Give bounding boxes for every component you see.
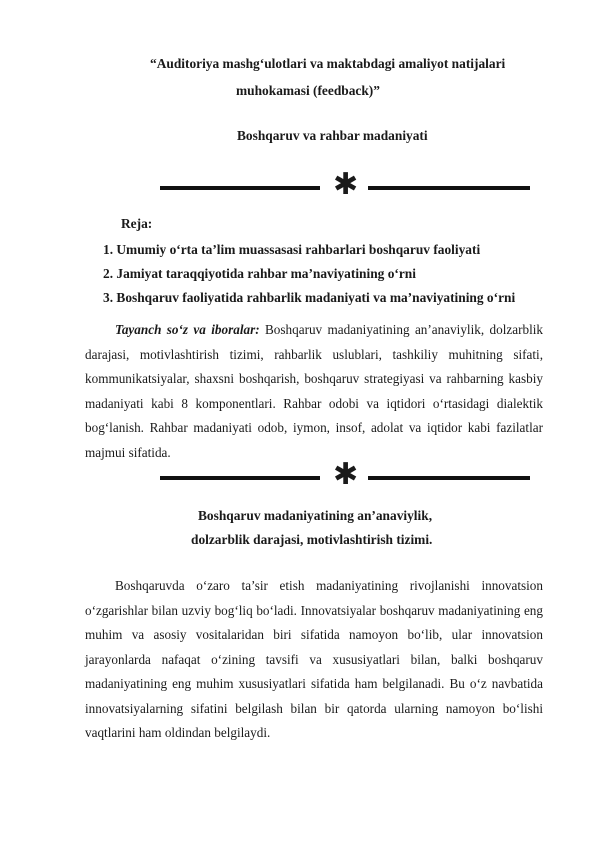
plan-item-3: 3. Boshqaruv faoliyatida rahbarlik madaniyati va ma’naviyatining o‘rni: [103, 290, 516, 305]
asterisk-icon: ✱: [333, 457, 359, 492]
keywords-paragraph: [85, 318, 543, 465]
divider-bar-right: [368, 476, 530, 480]
section-body-paragraph: [85, 574, 543, 746]
plan-item-2: 2. Jamiyat taraqqiyotida rahbar ma’naviyatining o‘rni: [103, 266, 416, 281]
title-line-1: “Auditoriya mashg‘ulotlari va maktabdagi amaliyot natijalari: [150, 56, 506, 71]
plan-item-1: 1. Umumiy o‘rta ta’lim muassasasi rahbarlari boshqaruv faoliyati: [103, 242, 481, 257]
section-heading-line-2: dolzarblik darajasi, motivlashtirish tizimi.: [191, 532, 433, 547]
title-line-2: muhokamasi (feedback)”: [236, 83, 380, 98]
divider-bar-left: [160, 186, 320, 190]
keywords-label: Tayanch so‘z va iboralar:: [115, 322, 260, 337]
keywords-text: Boshqaruv madaniyatining an’anaviylik, dolzarblik darajasi, motivlashtirish tizimi, rahbarlik uslublari, tashkiliy muhitning sifati, kommunikatsiyalar, shaxsni boshqarish, boshqaruv strategiyasi va rahbarning kasbiy madaniyati kabi 8 komponentlari. Rahbar odobi va iqtidori o‘rtasidagi dialektik bog‘lanish. Rahbar madaniyati odob, iymon, insof, adolat va iqtidor kabi fazilatlar majmui sifatida.: [85, 322, 543, 460]
asterisk-icon: ✱: [333, 167, 359, 202]
section-body-text: Boshqaruvda o‘zaro ta’sir etish madaniyatining rivojlanishi innovatsion o‘zgarishlar bilan uzviy bog‘liq bo‘ladi. Innovatsiyalar boshqaruv madaniyatining eng muhim va asosiy vositalaridan biri sifatida namoyon bo‘lib, ular innovatsion jarayonlarda nafaqat o‘zining tavsifi va xususiyatlari bilan, balki boshqaruv madaniyatining eng muhim xususiyatlari sifatida ham belgilanadi. Bu o‘z navbatida innovatsiyalarning sifatini belgilash bilan bir qatorda ularning namoyon bo‘lishi vaqtlarini ham oldindan belgilaydi.: [85, 578, 543, 740]
ornament-divider: [160, 167, 530, 202]
subtitle: Boshqaruv va rahbar madaniyati: [237, 128, 428, 143]
section-heading-line-1: Boshqaruv madaniyatining an’anaviylik,: [198, 508, 433, 523]
ornament-divider-2: [160, 457, 530, 492]
plan-heading: Reja:: [121, 216, 153, 231]
divider-bar-left: [160, 476, 320, 480]
divider-bar-right: [368, 186, 530, 190]
